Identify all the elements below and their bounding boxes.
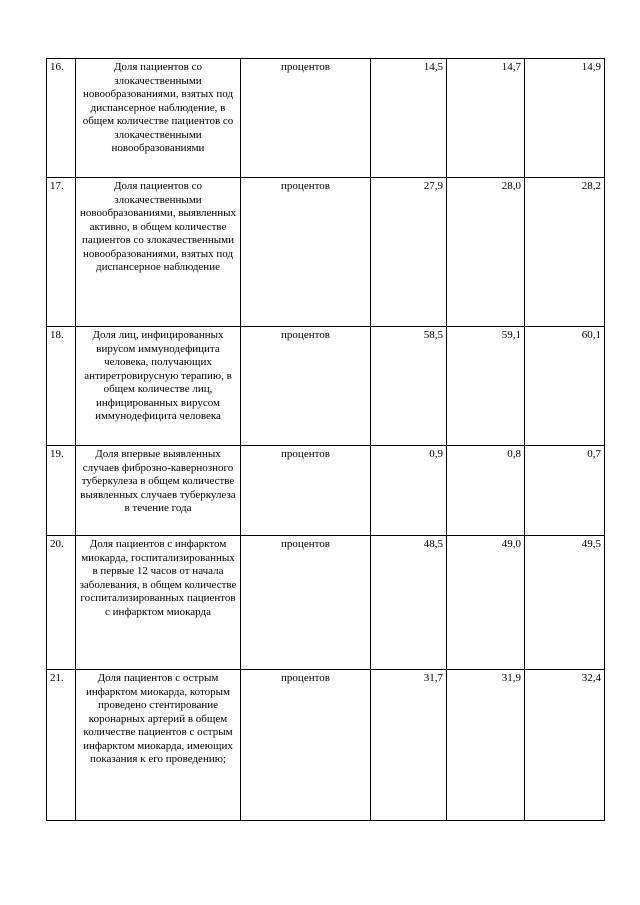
indicator-name: Доля впервые выявленных случаев фиброзно-кавернозного туберкулеза в общем количестве выявленных случаев туберкулеза в течение года (76, 446, 241, 536)
row-number: 17. (47, 178, 76, 327)
value-year-2: 59,1 (447, 327, 525, 446)
indicator-name: Доля пациентов со злокачественными новообразованиями, взятых под диспансерное наблюдение, в общем количестве пациентов со злокачественными новообразованиями (76, 59, 241, 178)
value-year-1: 48,5 (371, 536, 447, 670)
value-year-2: 14,7 (447, 59, 525, 178)
table-row (47, 178, 605, 327)
indicator-name: Доля лиц, инфицированных вирусом иммунодефицита человека, получающих антиретровирусную терапию, в общем количестве лиц, инфицированных вирусом иммунодефицита человека (76, 327, 241, 446)
unit-cell: процентов (241, 59, 371, 178)
table-row (47, 327, 605, 446)
value-year-1: 58,5 (371, 327, 447, 446)
indicator-name: Доля пациентов со злокачественными новообразованиями, выявленных активно, в общем количестве пациентов со злокачественными новообразованиями, взятых под диспансерное наблюдение (76, 178, 241, 327)
row-number: 20. (47, 536, 76, 670)
row-number: 19. (47, 446, 76, 536)
value-year-2: 28,0 (447, 178, 525, 327)
value-year-3: 14,9 (525, 59, 605, 178)
value-year-3: 60,1 (525, 327, 605, 446)
value-year-2: 0,8 (447, 446, 525, 536)
value-year-1: 0,9 (371, 446, 447, 536)
table-row (47, 446, 605, 536)
value-year-3: 28,2 (525, 178, 605, 327)
indicator-name: Доля пациентов с острым инфарктом миокарда, которым проведено стентирование коронарных артерий в общем количестве пациентов с острым инфарктом миокарда, имеющих показания к его проведению; (76, 670, 241, 821)
value-year-1: 14,5 (371, 59, 447, 178)
value-year-2: 49,0 (447, 536, 525, 670)
value-year-1: 31,7 (371, 670, 447, 821)
indicators-table-body (47, 59, 605, 821)
value-year-3: 32,4 (525, 670, 605, 821)
table-row (47, 59, 605, 178)
row-number: 21. (47, 670, 76, 821)
table-row (47, 670, 605, 821)
indicators-table (46, 58, 605, 821)
value-year-3: 0,7 (525, 446, 605, 536)
unit-cell: процентов (241, 536, 371, 670)
value-year-2: 31,9 (447, 670, 525, 821)
row-number: 16. (47, 59, 76, 178)
unit-cell: процентов (241, 327, 371, 446)
indicator-name: Доля пациентов с инфарктом миокарда, госпитализированных в первые 12 часов от начала заболевания, в общем количестве госпитализированных пациентов с инфарктом миокарда (76, 536, 241, 670)
unit-cell: процентов (241, 178, 371, 327)
row-number: 18. (47, 327, 76, 446)
value-year-1: 27,9 (371, 178, 447, 327)
unit-cell: процентов (241, 670, 371, 821)
value-year-3: 49,5 (525, 536, 605, 670)
unit-cell: процентов (241, 446, 371, 536)
table-row (47, 536, 605, 670)
